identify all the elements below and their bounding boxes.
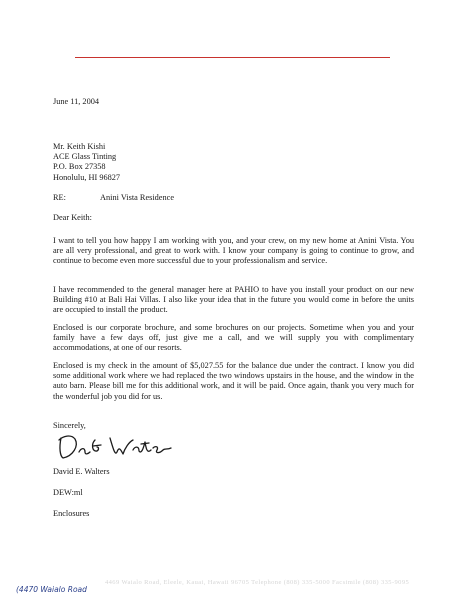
- letter-date: June 11, 2004: [53, 97, 100, 106]
- typist-initials: DEW:ml: [53, 488, 83, 497]
- body-paragraph-1: I want to tell you how happy I am working with you, and your crew, on my new home at Anini Vista. You are all very professional, and great to work with. I know your company is going to continue to grow, and continue to become even more successful due to your professionalism and service.: [53, 236, 414, 266]
- recipient-name: Mr. Keith Kishi: [53, 142, 106, 151]
- subject-label: RE:: [53, 193, 66, 202]
- enclosures-note: Enclosures: [53, 509, 90, 518]
- body-paragraph-3: Enclosed is our corporate brochure, and some brochures on our projects. Sometime when you and your family have a few days off, just give me a call, and we will supply you with complimentary accommodations, at one of our resorts.: [53, 323, 414, 353]
- subject-text: Anini Vista Residence: [100, 193, 175, 202]
- recipient-address: [53, 142, 120, 183]
- signer-name: David E. Walters: [53, 467, 110, 476]
- handwritten-signature: [55, 430, 175, 464]
- letterhead-rule: [75, 57, 390, 58]
- recipient-company: ACE Glass Tinting: [53, 152, 117, 162]
- recipient-city: Honolulu, HI 96827: [53, 172, 121, 182]
- body-paragraph-4: Enclosed is my check in the amount of $5,027.55 for the balance due under the contract. I know you did some additional work where we had replaced the two windows upstairs in the house, and the window in the auto barn. Please bill me for this additional work, and it will be paid. Once again, thank you very much for the wonderful job you did for us.: [53, 361, 414, 401]
- salutation: Dear Keith:: [53, 213, 92, 222]
- recipient-po-box: P.O. Box 27358: [53, 162, 106, 172]
- closing: Sincerely,: [53, 421, 86, 430]
- handwritten-note: (4470 Waialo Road: [16, 585, 87, 594]
- letterhead-footer: 4469 Waialo Road, Eleele, Kauai, Hawaii 96705 Telephone (808) 335-5000 Facsimile (808) 335-9095: [105, 579, 410, 586]
- body-paragraph-2: I have recommended to the general manager here at PAHIO to have you install your product on our new Building #10 at Bali Hai Villas. I also like your idea that in the future you would come in before the units are occupied to install the product.: [53, 285, 414, 315]
